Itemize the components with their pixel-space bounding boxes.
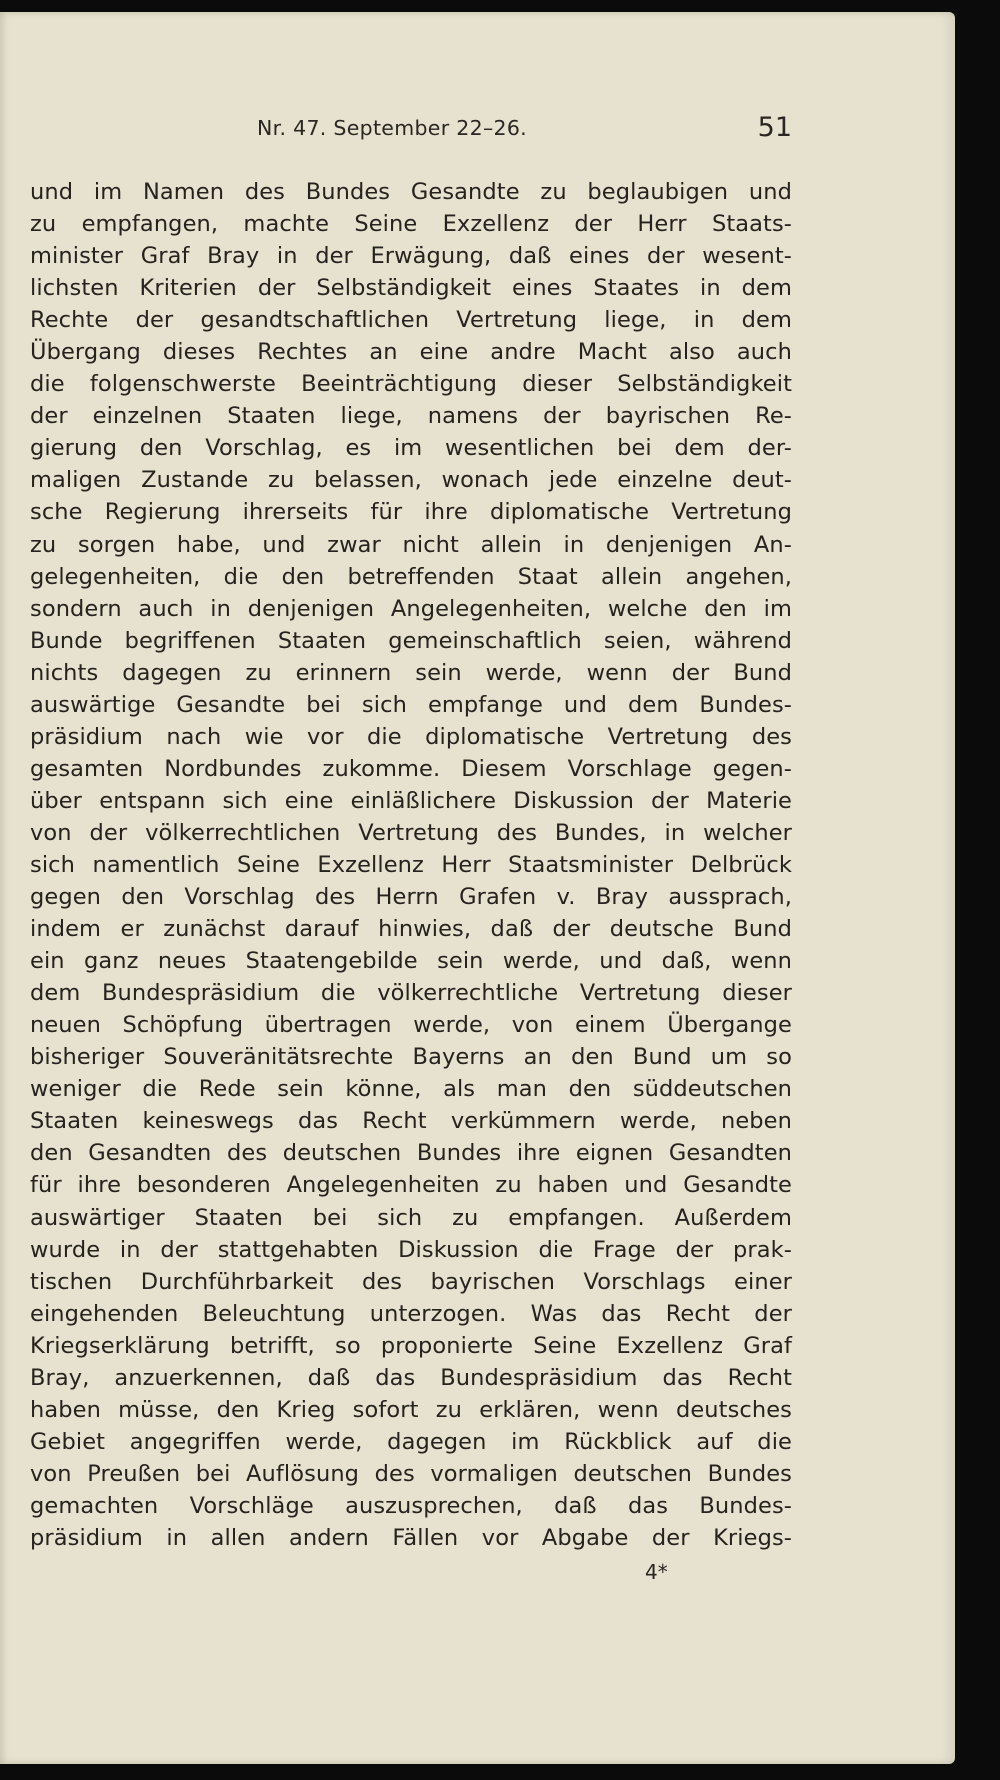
- text-line: bisheriger Souveränitätsrechte Bayerns an den Bund um so: [30, 1044, 792, 1071]
- page-header: [30, 104, 792, 144]
- text-line: gesamten Nordbundes zukomme. Diesem Vorschlage gegen-: [30, 755, 792, 782]
- text-line: wurde in der stattgehabten Diskussion die Frage der prak-: [30, 1236, 792, 1263]
- text-line: maligen Zustande zu belassen, wonach jede einzelne deut-: [30, 467, 792, 494]
- text-line: zu empfangen, machte Seine Exzellenz der Herr Staats-: [30, 211, 792, 238]
- text-line: Gebiet angegriffen werde, dagegen im Rückblick auf die: [30, 1428, 792, 1455]
- text-line: nichts dagegen zu erinnern sein werde, wenn der Bund: [30, 659, 792, 686]
- text-line: über entspann sich eine einläßlichere Diskussion der Materie: [30, 787, 792, 814]
- text-line: haben müsse, den Krieg sofort zu erklären, wenn deutsches: [30, 1396, 792, 1423]
- page-number: 51: [757, 112, 792, 143]
- text-line: Rechte der gesandtschaftlichen Vertretung liege, in dem: [30, 307, 792, 334]
- text-line: für ihre besonderen Angelegenheiten zu haben und Gesandte: [30, 1172, 792, 1199]
- body-text: [30, 176, 792, 1554]
- text-line: lichsten Kriterien der Selbständigkeit eines Staates in dem: [30, 275, 792, 302]
- text-line: gegen den Vorschlag des Herrn Grafen v. Bray aussprach,: [30, 884, 792, 911]
- text-line: gierung den Vorschlag, es im wesentlichen bei dem der-: [30, 435, 792, 462]
- signature-mark: 4*: [645, 1560, 668, 1584]
- text-line: von der völkerrechtlichen Vertretung des Bundes, in welcher: [30, 819, 792, 846]
- text-line: der einzelnen Staaten liege, namens der bayrischen Re-: [30, 403, 792, 430]
- book-page: [0, 12, 955, 1764]
- text-line: von Preußen bei Auflösung des vormaligen deutschen Bundes: [30, 1460, 792, 1487]
- text-line: präsidium nach wie vor die diplomatische Vertretung des: [30, 723, 792, 750]
- text-line: auswärtige Gesandte bei sich empfange und dem Bundes-: [30, 691, 792, 718]
- text-line: sche Regierung ihrerseits für ihre diplomatische Vertretung: [30, 499, 792, 526]
- text-line: gelegenheiten, die den betreffenden Staat allein angehen,: [30, 563, 792, 590]
- text-line: Übergang dieses Rechtes an eine andre Macht also auch: [30, 339, 792, 366]
- text-line: Staaten keineswegs das Recht verkümmern werde, neben: [30, 1108, 792, 1135]
- text-line: Kriegserklärung betrifft, so proponierte Seine Exzellenz Graf: [30, 1332, 792, 1359]
- text-line: indem er zunächst darauf hinwies, daß der deutsche Bund: [30, 916, 792, 943]
- text-line: präsidium in allen andern Fällen vor Abgabe der Kriegs-: [30, 1524, 792, 1551]
- text-line: sich namentlich Seine Exzellenz Herr Staatsminister Delbrück: [30, 851, 792, 878]
- text-line: tischen Durchführbarkeit des bayrischen Vorschlags einer: [30, 1268, 792, 1295]
- text-line: eingehenden Beleuchtung unterzogen. Was das Recht der: [30, 1300, 792, 1327]
- text-line: ein ganz neues Staatengebilde sein werde, und daß, wenn: [30, 948, 792, 975]
- text-line: die folgenschwerste Beeinträchtigung dieser Selbständigkeit: [30, 371, 792, 398]
- text-line: weniger die Rede sein könne, als man den süddeutschen: [30, 1076, 792, 1103]
- text-line: sondern auch in denjenigen Angelegenheiten, welche den im: [30, 595, 792, 622]
- text-line: Bunde begriffenen Staaten gemeinschaftlich seien, während: [30, 627, 792, 654]
- text-line: neuen Schöpfung übertragen werde, von einem Übergange: [30, 1012, 792, 1039]
- text-line: zu sorgen habe, und zwar nicht allein in denjenigen An-: [30, 531, 792, 558]
- text-line: minister Graf Bray in der Erwägung, daß eines der wesent-: [30, 243, 792, 270]
- text-line: den Gesandten des deutschen Bundes ihre eignen Gesandten: [30, 1140, 792, 1167]
- text-line: und im Namen des Bundes Gesandte zu beglaubigen und: [30, 179, 792, 205]
- text-line: auswärtiger Staaten bei sich zu empfangen. Außerdem: [30, 1204, 792, 1231]
- running-head: Nr. 47. September 22–26.: [257, 116, 527, 140]
- text-line: Bray, anzuerkennen, daß das Bundespräsidium das Recht: [30, 1364, 792, 1391]
- text-line: gemachten Vorschläge auszusprechen, daß das Bundes-: [30, 1492, 792, 1519]
- text-line: dem Bundespräsidium die völkerrechtliche Vertretung dieser: [30, 980, 792, 1007]
